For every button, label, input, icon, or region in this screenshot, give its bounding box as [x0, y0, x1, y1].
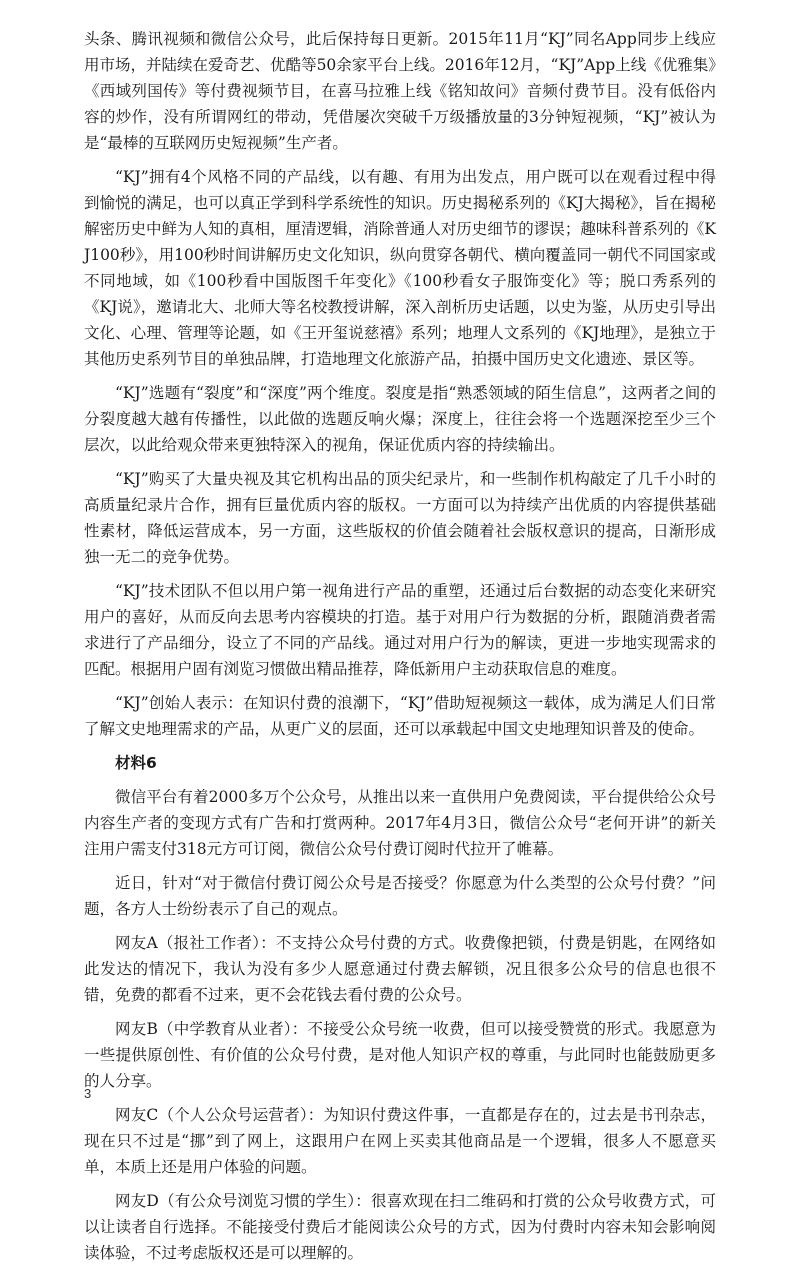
paragraph-question: 近日，针对“对于微信付费订阅公众号是否接受？你愿意为什么类型的公众号付费？”问题，各方人士纷纷表示了自己的观点。: [84, 874, 716, 918]
paragraph-netizen-a: 网友A（报社工作者）：不支持公众号付费的方式。收费像把锁，付费是钥匙，在网络如此发达的情况下，我认为没有多少人愿意通过付费去解锁，况且很多公众号的信息也很不错，免费的都看不过来，更不会花钱去看付费的公众号。: [84, 934, 716, 1004]
page-number: 3: [84, 1086, 92, 1101]
paragraph-continued: 头条、腾讯视频和微信公众号，此后保持每日更新。2015年11月“KJ”同名App同步上线应用市场，并陆续在爱奇艺、优酷等50余家平台上线。2016年12月，“KJ”App上线《优雅集》《西域列国传》等付费视频节目，在喜马拉雅上线《铭知故问》音频付费节目。没有低俗内容的炒作，没有所谓网红的带动，凭借屡次突破千万级播放量的3分钟短视频，“KJ”被认为是“最棒的互联网历史短视频”生产者。: [84, 30, 716, 152]
section-heading: 材料6: [115, 754, 157, 772]
paragraph-tech-team: “KJ”技术团队不但以用户第一视角进行产品的重塑，还通过后台数据的动态变化来研究用户的喜好，从而反向去思考内容模块的打造。基于对用户行为数据的分析，跟随消费者需求进行了产品细分，设立了不同的产品线。通过对用户行为的解读，更进一步地实现需求的匹配。根据用户固有浏览习惯做出精品推荐，降低新用户主动获取信息的难度。: [84, 582, 716, 678]
paragraph-founder: “KJ”创始人表示：在知识付费的浪潮下，“KJ”借助短视频这一载体，成为满足人们日常了解文史地理需求的产品，从更广义的层面，还可以承载起中国文史地理知识普及的使命。: [84, 694, 716, 738]
document-page: [84, 26, 716, 1274]
paragraph-netizen-d: 网友D（有公众号浏览习惯的学生）：很喜欢现在扫二维码和打赏的公众号收费方式，可以让读者自行选择。不能接受付费后才能阅读公众号的方式，因为付费时内容未知会影响阅读体验，不过考虑版权还是可以理解的。: [84, 1192, 716, 1262]
paragraph-netizen-b: 网友B（中学教育从业者）：不接受公众号统一收费，但可以接受赞赏的形式。我愿意为一些提供原创性、有价值的公众号付费，是对他人知识产权的尊重，与此同时也能鼓励更多的人分享。: [84, 1020, 716, 1090]
paragraph-topic-selection: “KJ”选题有“裂度”和“深度”两个维度。裂度是指“熟悉领域的陌生信息”，这两者之间的分裂度越大越有传播性，以此做的选题反响火爆；深度上，往往会将一个选题深挖至少三个层次，以此给观众带来更独特深入的视角，保证优质内容的持续输出。: [84, 384, 716, 454]
paragraph-product-lines: “KJ”拥有4个风格不同的产品线，以有趣、有用为出发点，用户既可以在观看过程中得到愉悦的满足，也可以真正学到科学系统性的知识。历史揭秘系列的《KJ大揭秘》，旨在揭秘解密历史中鲜为人知的真相，厘清逻辑，消除普通人对历史细节的谬误；趣味科普系列的《KJ100秒》，用100秒时间讲解历史文化知识，纵向贯穿各朝代、横向覆盖同一朝代不同国家或不同地域，如《100秒看中国版图千年变化》《100秒看女子服饰变化》等；脱口秀系列的《KJ说》，邀请北大、北师大等名校教授讲解，深入剖析历史话题，以史为鉴，从历史引导出文化、心理、管理等论题，如《王开玺说慈禧》系列；地理人文系列的《KJ地理》，是独立于其他历史系列节目的单独品牌，打造地理文化旅游产品，拍摄中国历史文化遗迹、景区等。: [84, 168, 716, 368]
paragraph-wechat-platform: 微信平台有着2000多万个公众号，从推出以来一直供用户免费阅读，平台提供给公众号内容生产者的变现方式有广告和打赏两种。2017年4月3日，微信公众号“老何开讲”的新关注用户需支付318元方可订阅，微信公众号付费订阅时代拉开了帷幕。: [84, 788, 716, 858]
paragraph-netizen-c: 网友C（个人公众号运营者）：为知识付费这件事，一直都是存在的，过去是书刊杂志，现在只不过是“挪”到了网上，这跟用户在网上买卖其他商品是一个逻辑，很多人不愿意买单，本质上还是用户体验的问题。: [84, 1106, 716, 1176]
paragraph-copyright: “KJ”购买了大量央视及其它机构出品的顶尖纪录片，和一些制作机构敲定了几千小时的高质量纪录片合作，拥有巨量优质内容的版权。一方面可以为持续产出优质的内容提供基础性素材，降低运营成本，另一方面，这些版权的价值会随着社会版权意识的提高，日渐形成独一无二的竞争优势。: [84, 470, 716, 566]
